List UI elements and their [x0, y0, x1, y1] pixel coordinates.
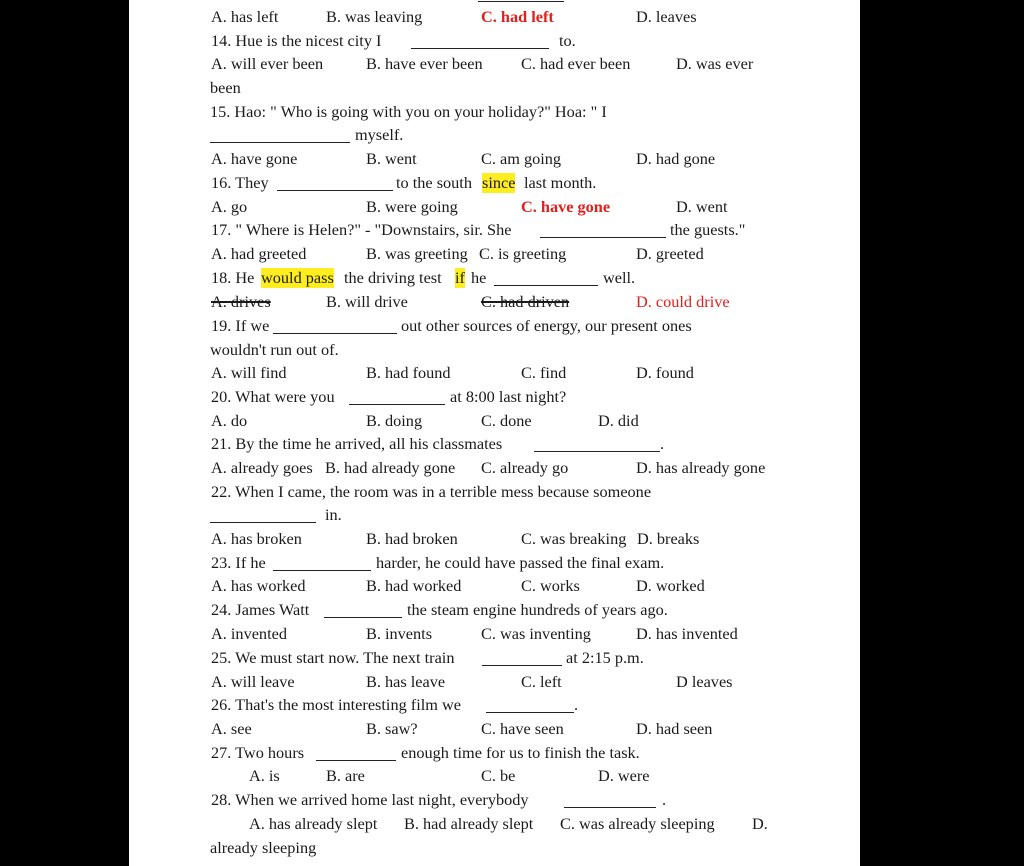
answer-blank: [564, 807, 656, 808]
q20-option-b: B. doing: [366, 411, 423, 430]
q14-option-c: C. had ever been: [521, 54, 631, 73]
q23-option-a: A. has worked: [211, 576, 306, 595]
q17-option-a: A. had greeted: [211, 244, 307, 263]
q18-highlight-if: if: [455, 268, 465, 287]
q25-stem-end: at 2:15 p.m.: [566, 648, 644, 667]
q14-option-b: B. have ever been: [366, 54, 483, 73]
q18-option-c: C. had driven: [481, 292, 570, 311]
q27-option-c: C. be: [481, 766, 516, 785]
q18-option-a: A. drives: [211, 292, 271, 311]
q22-stem-end: in.: [325, 505, 342, 524]
q16-stem-middle: to the south: [396, 173, 472, 192]
q27-stem-end: enough time for us to finish the task.: [401, 743, 640, 762]
q20-stem-end: at 8:00 last night?: [450, 387, 567, 406]
q28-option-d: D.: [752, 814, 768, 833]
q25-option-a: A. will leave: [211, 672, 295, 691]
answer-blank: [478, 1, 564, 2]
q28-stem-end: .: [662, 790, 667, 809]
q15-stem: 15. Hao: " Who is going with you on your holiday?" Hoa: " I: [210, 102, 607, 121]
q19-option-d: D. found: [636, 363, 694, 382]
q27-option-a: A. is: [249, 766, 280, 785]
q24-stem: 24. James Watt: [211, 600, 310, 619]
q21-option-a: A. already goes: [211, 458, 313, 477]
q14-stem: 14. Hue is the nicest city I: [211, 31, 382, 50]
q23-option-b: B. had worked: [366, 576, 462, 595]
q19-option-b: B. had found: [366, 363, 451, 382]
q19-stem-end: out other sources of energy, our present ones: [401, 316, 692, 335]
answer-blank: [210, 142, 350, 143]
q20-option-d: D. did: [598, 411, 639, 430]
q28-option-b: B. had already slept: [404, 814, 534, 833]
q21-option-d: D. has already gone: [636, 458, 766, 477]
q22-option-c: C. was breaking: [521, 529, 627, 548]
q14-option-d-continued: been: [210, 78, 241, 97]
q23-stem: 23. If he: [211, 553, 266, 572]
q20-option-a: A. do: [211, 411, 248, 430]
q25-stem: 25. We must start now. The next train: [211, 648, 455, 667]
q15-option-d: D. had gone: [636, 149, 716, 168]
q19-stem-continued: wouldn't run out of.: [210, 340, 339, 359]
q14-stem-end: to.: [559, 31, 576, 50]
q13-option-b: B. was leaving: [326, 7, 423, 26]
q18-stem-middle: the driving test: [344, 268, 442, 287]
q15-option-c: C. am going: [481, 149, 562, 168]
q21-stem-end: .: [660, 434, 665, 453]
q22-option-a: A. has broken: [211, 529, 302, 548]
q17-stem-end: the guests.": [670, 220, 746, 239]
q16-option-a: A. go: [211, 197, 248, 216]
q28-stem: 28. When we arrived home last night, everybody: [211, 790, 529, 809]
q22-option-d: D. breaks: [637, 529, 700, 548]
q23-stem-end: harder, he could have passed the final exam.: [376, 553, 665, 572]
q21-option-c: C. already go: [481, 458, 569, 477]
q15-option-a: A. have gone: [211, 149, 298, 168]
q13-option-d: D. leaves: [636, 7, 697, 26]
q14-option-d: D. was ever: [676, 54, 754, 73]
q16-stem-end: last month.: [524, 173, 597, 192]
q17-option-d: D. greeted: [636, 244, 704, 263]
q18-highlight-would-pass: would pass: [261, 268, 334, 287]
worksheet-page: [129, 0, 860, 866]
q16-option-d: D. went: [676, 197, 728, 216]
q15-stem-end: myself.: [355, 125, 404, 144]
answer-blank: [273, 333, 397, 334]
q17-option-b: B. was greeting: [366, 244, 468, 263]
answer-blank: [411, 48, 549, 49]
q24-option-a: A. invented: [211, 624, 287, 643]
q25-option-d: D leaves: [676, 672, 733, 691]
q27-stem: 27. Two hours: [211, 743, 305, 762]
answer-blank: [494, 285, 598, 286]
answer-blank: [273, 570, 371, 571]
answer-blank: [482, 665, 562, 666]
q26-option-c: C. have seen: [481, 719, 564, 738]
q16-stem: 16. They: [211, 173, 269, 192]
q25-option-c: C. left: [521, 672, 562, 691]
q19-option-a: A. will find: [211, 363, 287, 382]
q20-option-c: C. done: [481, 411, 532, 430]
answer-blank: [316, 760, 396, 761]
q20-stem: 20. What were you: [211, 387, 335, 406]
q13-option-c: C. had left: [481, 7, 554, 26]
q17-stem: 17. " Where is Helen?" - "Downstairs, sir. She: [211, 220, 512, 239]
q21-option-b: B. had already gone: [325, 458, 456, 477]
q24-stem-end: the steam engine hundreds of years ago.: [407, 600, 668, 619]
answer-blank: [210, 522, 316, 523]
q18-stem-he: he: [471, 268, 487, 287]
answer-blank: [324, 617, 402, 618]
q25-option-b: B. has leave: [366, 672, 446, 691]
q16-highlight-since: since: [482, 173, 516, 192]
q27-option-b: B. are: [326, 766, 365, 785]
q18-option-b: B. will drive: [326, 292, 408, 311]
q18-stem-end: well.: [603, 268, 636, 287]
answer-blank: [540, 237, 666, 238]
q18-stem: 18. He: [211, 268, 255, 287]
answer-blank: [349, 404, 445, 405]
q26-option-b: B. saw?: [366, 719, 418, 738]
q26-option-d: D. had seen: [636, 719, 713, 738]
answer-blank: [486, 712, 574, 713]
q22-option-b: B. had broken: [366, 529, 458, 548]
q19-option-c: C. find: [521, 363, 567, 382]
q18-option-d: D. could drive: [636, 292, 730, 311]
q24-option-b: B. invents: [366, 624, 433, 643]
q27-option-d: D. were: [598, 766, 650, 785]
q26-option-a: A. see: [211, 719, 252, 738]
q26-stem-end: .: [574, 695, 579, 714]
q14-option-a: A. will ever been: [211, 54, 324, 73]
q17-option-c: C. is greeting: [479, 244, 567, 263]
q28-option-d-continued: already sleeping: [210, 838, 317, 857]
q23-option-d: D. worked: [636, 576, 705, 595]
answer-blank: [277, 190, 393, 191]
q15-option-b: B. went: [366, 149, 417, 168]
q16-option-c: C. have gone: [521, 197, 611, 216]
q24-option-d: D. has invented: [636, 624, 738, 643]
q24-option-c: C. was inventing: [481, 624, 591, 643]
q26-stem: 26. That's the most interesting film we: [211, 695, 461, 714]
q13-option-a: A. has left: [211, 7, 279, 26]
answer-blank: [534, 451, 660, 452]
q19-stem: 19. If we: [211, 316, 270, 335]
q23-option-c: C. works: [521, 576, 580, 595]
q16-option-b: B. were going: [366, 197, 458, 216]
q22-stem: 22. When I came, the room was in a terrible mess because someone: [211, 482, 652, 501]
q28-option-c: C. was already sleeping: [560, 814, 715, 833]
q28-option-a: A. has already slept: [249, 814, 378, 833]
q21-stem: 21. By the time he arrived, all his classmates: [211, 434, 503, 453]
